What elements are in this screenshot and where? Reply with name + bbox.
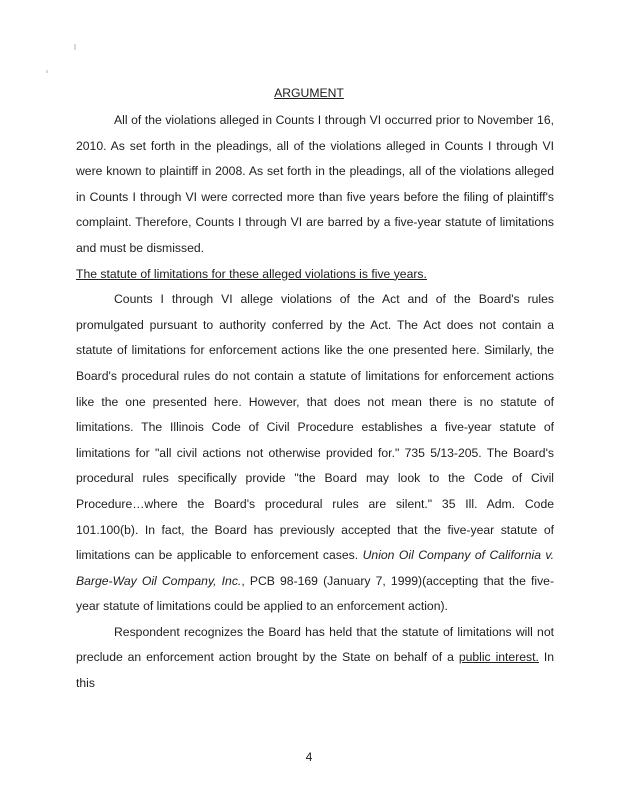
- document-body: [76, 108, 554, 697]
- paragraph-statute-text-a: Counts I through VI allege violations of the Act and of the Board's rules promulgated pursuant to authority conferred by the Act. The Act does not contain a statute of limitations for enforcement actions like the one presented here. Similarly, the Board's procedural rules do not contain a statute of limitations for enforcement actions like the one presented here. However, that does not mean there is no statute of limitations. The Illinois Code of Civil Procedure establishes a five-year statute of limitations for "all civil actions not otherwise provided for." 735 5/13-205. The Board's procedural rules specifically provide "the Board may look to the Code of Civil Procedure…where the Board's procedural rules are silent." 35 Ill. Adm. Code 101.100(b). In fact, the Board has previously accepted that the five-year statute of limitations can be applicable to enforcement cases.: [76, 292, 554, 563]
- scan-artifact: [74, 44, 76, 50]
- public-interest-underlined: public interest.: [458, 650, 539, 665]
- paragraph-public-interest-text-a: Respondent recognizes the Board has held that the statute of limitations will not preclude an enforcement action brought by the State on behalf of a: [76, 624, 554, 665]
- page-number: 4: [305, 750, 313, 764]
- paragraph-violations: All of the violations alleged in Counts I through VI occurred prior to November 16, 2010. As set forth in the pleadings, all of the violations alleged in Counts I through VI were known to plaintiff in 2008. As set forth in the pleadings, all of the violations alleged in Counts I through VI were corrected more than five years before the filing of plaintiff's complaint. Therefore, Counts I through VI are barred by a five-year statute of limitations and must be dismissed.: [76, 113, 554, 255]
- scan-artifact: [46, 70, 48, 73]
- subheading-five-years: The statute of limitations for these alleged violations is five years.: [76, 266, 427, 281]
- paragraph-statute-text-b: , PCB 98-169 (January 7, 1999)(accepting that the five-year statute of limitations could be applied to an enforcement action).: [76, 573, 555, 614]
- argument-heading: ARGUMENT: [274, 86, 344, 100]
- paragraph-statute: [76, 287, 554, 620]
- paragraph-public-interest-text-b: In this: [76, 650, 555, 691]
- case-citation: Union Oil Company of California v. Barge-Way Oil Company, Inc.: [76, 548, 554, 588]
- paragraph-public-interest: [76, 620, 554, 697]
